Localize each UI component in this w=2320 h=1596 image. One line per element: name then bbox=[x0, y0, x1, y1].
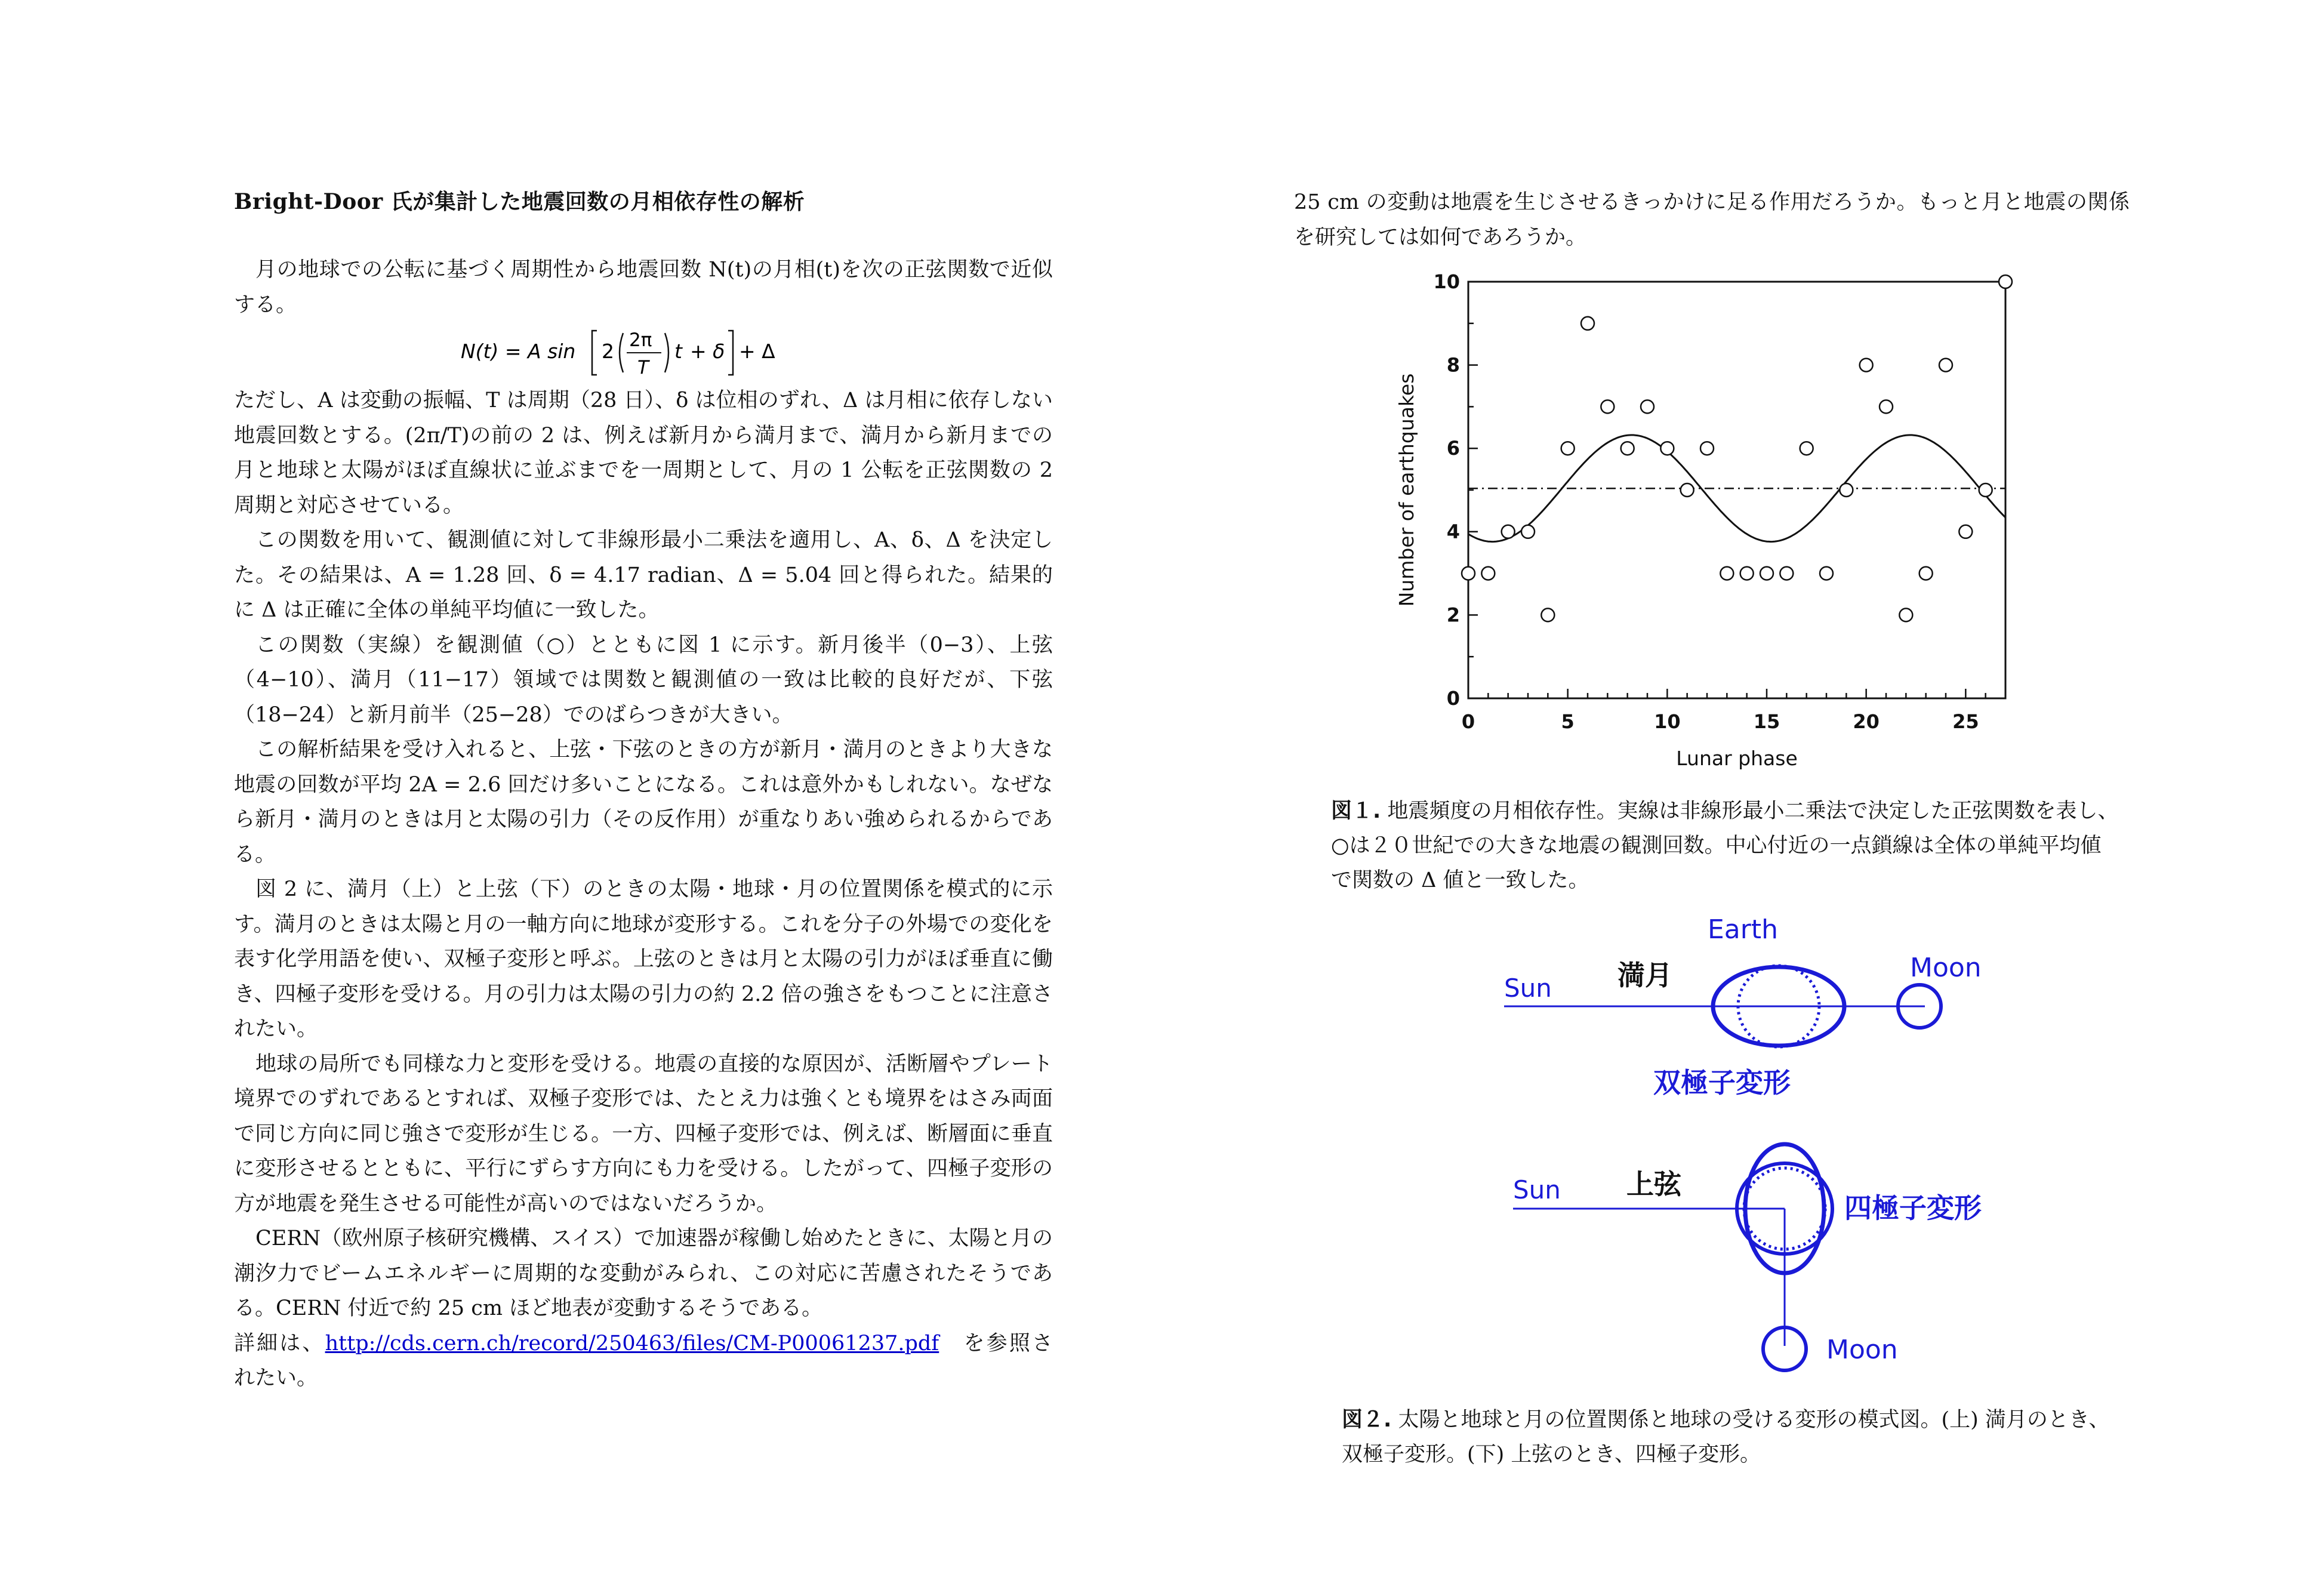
formula-rest: + δ bbox=[690, 340, 725, 363]
y-tick-label: 6 bbox=[1446, 437, 1460, 460]
data-point bbox=[1541, 608, 1554, 621]
data-point bbox=[1860, 359, 1873, 372]
formula-num: 2π bbox=[629, 329, 652, 351]
data-point bbox=[1880, 400, 1893, 413]
y-tick-label: 10 bbox=[1433, 270, 1460, 293]
data-point bbox=[1780, 567, 1793, 580]
data-point bbox=[1681, 483, 1694, 497]
data-point bbox=[1840, 483, 1853, 497]
y-tick-label: 8 bbox=[1446, 353, 1460, 377]
data-point bbox=[1999, 275, 2012, 288]
paragraph-1: 月の地球での公転に基づく周期性から地震回数 N(t)の月相(t)を次の正弦関数で近似する。 bbox=[234, 258, 1053, 317]
data-point bbox=[1481, 567, 1495, 580]
figure-2-caption bbox=[1342, 1403, 2130, 1472]
data-point bbox=[1740, 567, 1754, 580]
data-point bbox=[1641, 400, 1654, 413]
figure-1-caption bbox=[1331, 794, 2119, 898]
data-point bbox=[1660, 442, 1674, 455]
earth-label: Earth bbox=[1708, 914, 1778, 945]
y-tick-label: 0 bbox=[1446, 687, 1460, 710]
sun-label-top: Sun bbox=[1504, 973, 1552, 1003]
y-tick-label: 4 bbox=[1446, 520, 1460, 543]
data-point bbox=[1700, 442, 1714, 455]
data-point bbox=[1920, 567, 1933, 580]
tidal-deformation-diagram bbox=[1480, 907, 1994, 1385]
data-point bbox=[1720, 567, 1733, 580]
paragraph-3: この関数を用いて、観測値に対して非線形最小二乗法を適用し、A、δ、Δ を決定した。その結果は、A = 1.28 回、δ = 4.17 radian、Δ = 5.04 回と得られた。結果的に Δ は正確に全体の単純平均値に一致した。 bbox=[234, 528, 1053, 622]
data-point bbox=[1979, 483, 1992, 497]
figure-2-label: 図２. bbox=[1342, 1408, 1392, 1432]
left-column bbox=[234, 185, 1053, 1396]
x-tick-label: 20 bbox=[1853, 710, 1880, 733]
paragraph-5: この解析結果を受け入れると、上弦・下弦のときの方が新月・満月のときより大きな地震の回数が平均 2A = 2.6 回だけ多いことになる。これは意外かもしれない。なぜなら新月・満月のときは月と太陽の引力（その反作用）が重なりあい強められるからである。 bbox=[234, 738, 1053, 867]
quadrupole-label: 四極子変形 bbox=[1844, 1192, 1982, 1224]
figure-2-text: 太陽と地球と月の位置関係と地球の受ける変形の模式図。(上) 満月のとき、双極子変形。(下) 上弦のとき、四極子変形。 bbox=[1342, 1408, 2110, 1466]
data-point bbox=[1561, 442, 1575, 455]
x-tick-label: 25 bbox=[1952, 710, 1979, 733]
reference-suffix: を参照されたい。 bbox=[234, 1331, 1053, 1390]
data-point bbox=[1939, 359, 1952, 372]
x-tick-label: 10 bbox=[1654, 710, 1681, 733]
data-point bbox=[1820, 567, 1833, 580]
paragraph-6: 図 2 に、満月（上）と上弦（下）のときの太陽・地球・月の位置関係を模式的に示す。満月のときは太陽と月の一軸方向に地球が変形する。これを分子の外場での変化を表す化学用語を使い、双極子変形と呼ぶ。上弦のときは月と太陽の引力がほぼ垂直に働き、四極子変形を受ける。月の引力は太陽の引力の約 2.2 倍の強さをもつことに注意されたい。 bbox=[234, 877, 1053, 1041]
reference-prefix: 詳細は、 bbox=[234, 1331, 325, 1355]
cern-reference-link[interactable]: http://cds.cern.ch/record/250463/files/CM-P00061237.pdf bbox=[325, 1331, 939, 1355]
sun-label-bottom: Sun bbox=[1513, 1175, 1561, 1204]
paragraph-7: 地球の局所でも同様な力と変形を受ける。地震の直接的な原因が、活断層やプレート境界でのずれであるとすれば、双極子変形では、たとえ力は強くとも境界をはさみ両面で同じ方向に同じ強さで変形が生じる。一方、四極子変形では、例えば、断層面に垂直に変形させるとともに、平行にずらす方向にも力を受ける。したがって、四極子変形の方が地震を発生させる可能性が高いのではないだろうか。 bbox=[234, 1052, 1053, 1216]
formula-lhs: N(t) = A sin bbox=[461, 340, 576, 363]
paragraph-top-right: 25 cm の変動は地震を生じさせるきっかけに足る作用だろうか。もっと月と地震の関係を研究しては如何であろうか。 bbox=[1294, 190, 2130, 249]
formula-t: t bbox=[674, 340, 682, 363]
data-point bbox=[1959, 525, 1972, 538]
data-point bbox=[1760, 567, 1773, 580]
right-column bbox=[1294, 185, 2130, 255]
data-point bbox=[1581, 317, 1594, 330]
y-axis-label: Number of earthquakes bbox=[1395, 373, 1418, 607]
data-point bbox=[1601, 400, 1614, 413]
x-tick-label: 15 bbox=[1753, 710, 1780, 733]
paragraph-2: ただし、A は変動の振幅、T は周期（28 日）、δ は位相のずれ、Δ は月相に依存しない地震回数とする。(2π/T)の前の 2 は、例えば新月から満月まで、満月から新月までの月と地球と太陽がほぼ直線状に並ぶまでを一周期として、月の 1 公転を正弦関数の 2 周期と対応させている。 bbox=[234, 389, 1053, 517]
data-point bbox=[1621, 442, 1634, 455]
full-moon-label: 満月 bbox=[1617, 959, 1672, 991]
data-point bbox=[1899, 608, 1912, 621]
x-tick-label: 5 bbox=[1561, 710, 1575, 733]
lunar-phase-chart bbox=[1391, 269, 2041, 788]
formula-tail: + Δ bbox=[739, 340, 775, 363]
plot-frame bbox=[1468, 282, 2005, 698]
data-point bbox=[1800, 442, 1813, 455]
x-axis-label: Lunar phase bbox=[1676, 747, 1798, 770]
moon-label-top: Moon bbox=[1910, 953, 1982, 983]
formula-two: 2 bbox=[602, 340, 614, 363]
data-point bbox=[1462, 567, 1475, 580]
formula-den: T bbox=[637, 357, 649, 378]
article-title: Bright-Door 氏が集計した地震回数の月相依存性の解析 bbox=[234, 189, 805, 214]
moon-label-bottom: Moon bbox=[1826, 1335, 1898, 1365]
paragraph-9 bbox=[234, 1326, 1053, 1396]
paragraph-4: この関数（実線）を観測値（○）とともに図 1 に示す。新月後半（0−3）、上弦（4−10）、満月（11−17）領域では関数と観測値の一致は比較的良好だが、下弦（18−24）と新月前半（25−28）でのばらつきが大きい。 bbox=[234, 633, 1053, 727]
x-tick-label: 0 bbox=[1461, 710, 1475, 733]
figure-1-label: 図１. bbox=[1331, 799, 1381, 823]
paragraph-8: CERN（欧州原子核研究機構、スイス）で加速器が稼働し始めたときに、太陽と月の潮汐力でビームエネルギーに周期的な変動がみられ、この対応に苦慮されたそうである。CERN 付近で約 25 cm ほど地表が変動するそうである。 bbox=[234, 1227, 1053, 1320]
y-tick-label: 2 bbox=[1446, 603, 1460, 627]
data-point bbox=[1521, 525, 1535, 538]
data-point bbox=[1502, 525, 1515, 538]
first-quarter-label: 上弦 bbox=[1626, 1168, 1681, 1200]
dipole-label: 双極子変形 bbox=[1653, 1067, 1791, 1099]
sine-formula bbox=[234, 320, 1053, 382]
figure-1-text: 地震頻度の月相依存性。実線は非線形最小二乗法で決定した正弦関数を表し、○は２０世紀での大きな地震の観測回数。中心付近の一点鎖線は全体の単純平均値で関数の Δ 値と一致した。 bbox=[1331, 799, 2119, 892]
